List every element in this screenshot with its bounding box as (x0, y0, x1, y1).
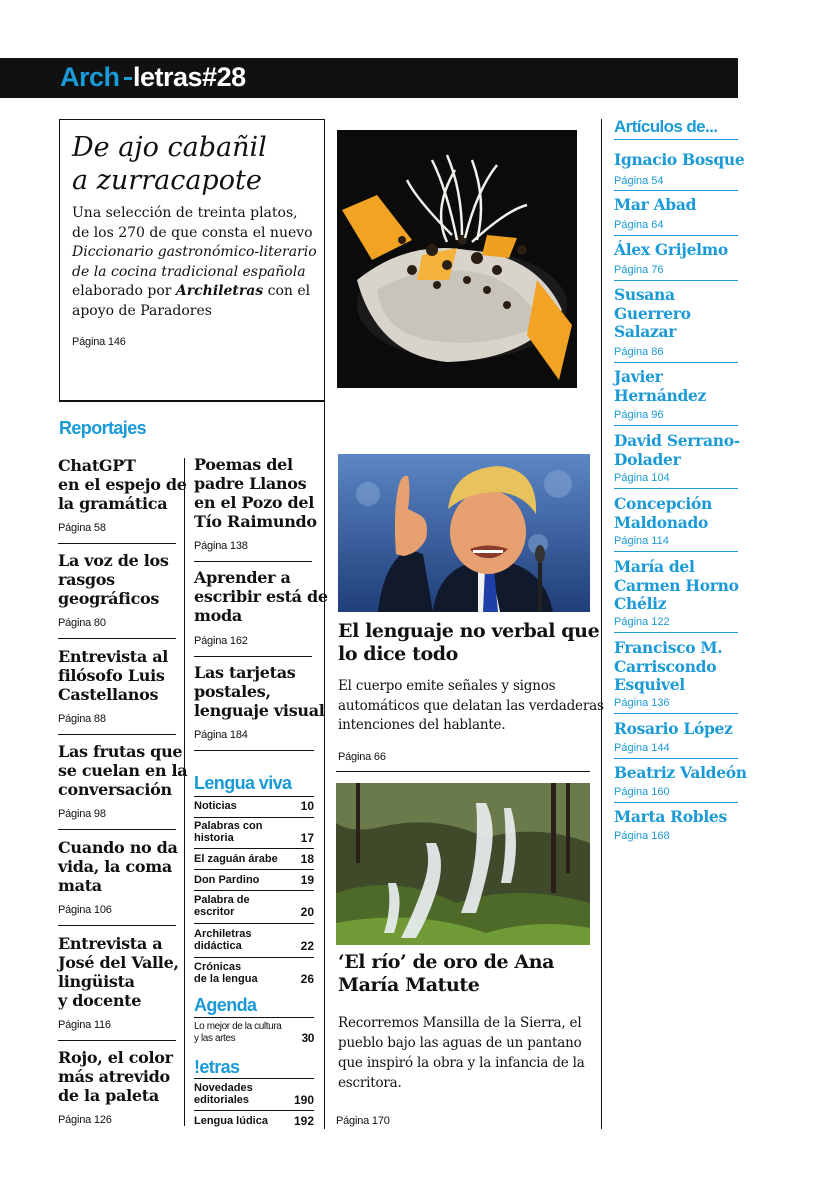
feature-description (72, 204, 317, 321)
name-line: Salazar (614, 322, 677, 341)
divider (194, 923, 314, 924)
divider (194, 656, 312, 657)
divider (614, 802, 738, 803)
lengua-viva-row[interactable] (194, 874, 314, 886)
author-page: Página 160 (614, 786, 670, 798)
divider (194, 1017, 314, 1018)
section-lengua-viva: Lengua viva (194, 773, 292, 793)
title-line: ChatGPT (58, 456, 136, 475)
article-title[interactable] (194, 568, 328, 625)
title-line: geográficos (58, 589, 160, 608)
title-line: lo dice todo (338, 643, 458, 665)
name-line: David Serrano- (614, 431, 740, 450)
feature-title[interactable] (72, 131, 312, 197)
divider (194, 561, 312, 562)
author-page: Página 122 (614, 616, 670, 628)
divider (336, 771, 590, 772)
divider (614, 139, 738, 140)
divider (614, 235, 738, 236)
author-name[interactable] (614, 495, 764, 532)
article-page: Página 80 (58, 617, 106, 629)
row-page: 30 (301, 1031, 314, 1045)
article-title[interactable] (58, 1048, 173, 1105)
author-name[interactable] (614, 432, 764, 469)
title-line: La voz de los (58, 551, 169, 570)
author-page: Página 96 (614, 409, 664, 421)
feature-desc-text: Una selección de treinta platos, de los 270 de que consta el nuevo (72, 205, 313, 241)
row-label: Palabra de (194, 894, 250, 906)
title-line: El lenguaje no verbal que (338, 620, 600, 642)
desc-line: Recorremos Mansilla de la Sierra, el (338, 1015, 582, 1031)
divider (614, 362, 738, 363)
article-title[interactable] (58, 838, 178, 895)
row-page: 22 (300, 939, 314, 953)
author-page: Página 54 (614, 175, 664, 187)
title-line: Rojo, el color (58, 1048, 173, 1067)
title-line: Cuando no da (58, 838, 178, 857)
title-line: mata (58, 876, 102, 895)
feature-desc-brand: Archiletras (175, 283, 264, 299)
divider (194, 869, 314, 870)
author-page: Página 104 (614, 472, 670, 484)
row-page: 26 (300, 972, 314, 986)
title-line: postales, (194, 682, 271, 701)
row-label: Don Pardino (194, 874, 260, 886)
article-page: Página 106 (58, 904, 112, 916)
lengua-viva-row[interactable] (194, 800, 314, 812)
author-name[interactable] (614, 558, 764, 614)
name-line: Dolader (614, 449, 681, 469)
name-line: Mar Abad (614, 195, 697, 214)
divider (58, 638, 176, 639)
row-label: Crónicas (194, 961, 242, 973)
author-page: Página 136 (614, 697, 670, 709)
divider (614, 488, 738, 489)
row-page: 19 (300, 873, 314, 887)
article-title[interactable] (58, 742, 187, 799)
article-page: Página 88 (58, 713, 106, 725)
section-reportajes: Reportajes (59, 418, 147, 438)
lengua-viva-row[interactable] (194, 895, 314, 918)
title-line: y docente (58, 991, 142, 1010)
row-page: 17 (300, 831, 314, 845)
masthead-brand: Arch (60, 62, 120, 92)
desc-line: El cuerpo emite señales y signos (338, 678, 556, 694)
feature-page: Página 146 (72, 336, 126, 348)
author-page: Página 86 (614, 346, 664, 358)
divider (194, 957, 314, 958)
story-page: Página 170 (336, 1115, 390, 1127)
title-line: Tío Raimundo (194, 512, 317, 531)
author-page: Página 64 (614, 219, 664, 231)
author-name[interactable] (614, 764, 764, 783)
divider (614, 551, 738, 552)
title-line: Entrevista al (58, 647, 169, 666)
article-page: Página 184 (194, 729, 248, 741)
lengua-viva-row[interactable] (194, 821, 314, 844)
letras-row[interactable] (194, 1083, 314, 1106)
row-label: Archiletras (194, 928, 252, 940)
title-line: Castellanos (58, 685, 159, 704)
article-title[interactable] (58, 456, 187, 513)
row-label: El zaguán árabe (194, 853, 278, 865)
article-page: Página 116 (58, 1019, 111, 1031)
title-line: se cuelan en la (58, 761, 188, 780)
name-line: Rosario López (614, 719, 733, 738)
divider (58, 543, 176, 544)
name-line: Ignacio Bosque (614, 150, 745, 169)
article-page: Página 126 (58, 1114, 112, 1126)
feature-bottom-rule (59, 400, 324, 401)
divider (194, 750, 314, 751)
name-line: María del (614, 557, 695, 576)
divider (614, 425, 738, 426)
feature-title-line: a zurracapote (72, 165, 262, 196)
divider (614, 190, 738, 191)
divider (58, 829, 176, 830)
desc-line: escritora. (338, 1075, 402, 1091)
title-line: moda (194, 606, 242, 625)
lengua-viva-row[interactable] (194, 853, 314, 865)
row-label: didáctica (194, 939, 242, 952)
author-page: Página 168 (614, 830, 670, 842)
divider (194, 817, 314, 818)
agenda-text: Lo mejor de la cultura (194, 1021, 282, 1032)
divider (194, 796, 314, 797)
name-line: Chéliz (614, 594, 667, 613)
author-name[interactable] (614, 368, 764, 405)
feature-desc-italic: Diccionario gastronómico-literario de la cocina tradicional española (72, 244, 317, 280)
masthead-dash (124, 77, 132, 80)
author-page: Página 144 (614, 742, 670, 754)
author-name[interactable] (614, 286, 764, 342)
section-articulos: Artículos de... (614, 117, 718, 136)
title-line: más atrevido (58, 1067, 170, 1086)
divider (58, 734, 176, 735)
row-label: de la lengua (194, 972, 258, 985)
title-line: lenguaje visual (194, 701, 325, 720)
name-line: Carriscondo (614, 656, 717, 676)
divider (614, 632, 738, 633)
author-name[interactable] (614, 151, 764, 170)
name-line: Hernández (614, 385, 707, 405)
divider (614, 713, 738, 714)
article-page: Página 162 (194, 635, 248, 647)
section-agenda: Agenda (194, 995, 257, 1015)
story-description (338, 677, 604, 736)
row-page: 190 (293, 1093, 314, 1107)
masthead (0, 58, 738, 98)
speaker-photo[interactable] (338, 454, 590, 612)
divider (194, 848, 314, 849)
name-line: Esquivel (614, 675, 685, 694)
title-line: vida, la coma (58, 857, 172, 876)
title-line: rasgos (58, 570, 115, 589)
title-line: escribir está de (194, 587, 328, 606)
row-page: 192 (293, 1114, 314, 1128)
title-line: Las frutas que (58, 742, 183, 761)
name-line: Maldonado (614, 512, 709, 532)
article-page: Página 58 (58, 522, 106, 534)
section-letras: !etras (194, 1057, 240, 1077)
name-line: Carmen Horno (614, 575, 739, 595)
title-line: Poemas del (194, 455, 293, 474)
divider (614, 280, 738, 281)
lengua-viva-row[interactable] (194, 962, 314, 985)
desc-line: pueblo bajo las aguas de un pantano (338, 1035, 582, 1051)
story-page: Página 66 (338, 751, 386, 763)
title-line: José del Valle, (58, 953, 179, 972)
author-name[interactable] (614, 639, 764, 695)
row-page: 10 (300, 799, 314, 813)
name-line: Francisco M. (614, 638, 723, 657)
title-line: lingüista (58, 972, 135, 991)
article-title[interactable] (194, 663, 325, 720)
title-line: de la paleta (58, 1086, 159, 1105)
name-line: Susana (614, 285, 675, 304)
article-title[interactable] (58, 934, 179, 1010)
name-line: Beatriz Valdeón (614, 763, 747, 782)
agenda-text: y las artes (194, 1032, 236, 1044)
name-line: Marta Robles (614, 807, 727, 826)
row-label: escritor (194, 905, 235, 918)
title-line: María Matute (338, 974, 480, 996)
title-line: Entrevista a (58, 934, 163, 953)
article-title[interactable] (58, 551, 169, 608)
row-label: Noticias (194, 800, 237, 812)
article-title[interactable] (194, 455, 317, 531)
author-page: Página 76 (614, 264, 664, 276)
title-line: en el Pozo del (194, 493, 315, 512)
divider (194, 1110, 314, 1111)
article-page: Página 98 (58, 808, 106, 820)
story-title[interactable] (338, 620, 599, 666)
row-label: Lengua lúdica (194, 1115, 268, 1127)
letras-row[interactable] (194, 1115, 314, 1127)
row-page: 20 (300, 905, 314, 919)
story-title[interactable] (338, 951, 554, 997)
row-label: historia (194, 831, 234, 844)
feature-desc-text: elaborado por (72, 283, 172, 299)
divider (194, 1078, 314, 1079)
title-line: padre Llanos (194, 474, 307, 493)
author-page: Página 114 (614, 535, 669, 547)
waterfall-photo[interactable] (336, 783, 590, 945)
title-line: filósofo Luis (58, 666, 165, 685)
row-label: Palabras con (194, 820, 263, 832)
masthead-issue: letras#28 (133, 62, 246, 92)
feature-title-line: De ajo cabañil (72, 132, 267, 163)
dish-photo[interactable] (337, 130, 577, 388)
divider (58, 1040, 176, 1041)
row-label: editoriales (194, 1093, 250, 1106)
title-line: Aprender a (194, 568, 291, 587)
divider (58, 925, 176, 926)
title-line: la gramática (58, 494, 168, 513)
name-line: Guerrero (614, 303, 691, 323)
article-page: Página 138 (194, 540, 248, 552)
desc-line: intenciones del hablante. (338, 717, 506, 733)
author-name[interactable] (614, 808, 764, 827)
title-line: en el espejo de (58, 475, 187, 494)
column-divider-right (601, 119, 602, 1129)
name-line: Javier (614, 367, 663, 386)
title-line: conversación (58, 780, 172, 799)
title-line: Las tarjetas (194, 663, 296, 682)
story-description (338, 1013, 585, 1093)
author-name[interactable] (614, 720, 764, 739)
divider (614, 758, 738, 759)
name-line: Concepción (614, 494, 713, 513)
desc-line: que inspiró la obra y la infancia de la (338, 1055, 585, 1071)
article-title[interactable] (58, 647, 168, 704)
row-label: Novedades (194, 1082, 253, 1094)
lengua-viva-row[interactable] (194, 929, 314, 952)
author-name[interactable] (614, 196, 764, 215)
agenda-row[interactable] (194, 1021, 314, 1044)
feature-desc-text: con el apoyo de Paradores (72, 283, 311, 319)
name-line: Álex Grijelmo (614, 240, 728, 259)
title-line: ‘El río’ de oro de Ana (338, 951, 555, 973)
author-name[interactable] (614, 241, 764, 260)
desc-line: automáticos que delatan las verdaderas (338, 697, 604, 714)
row-page: 18 (300, 852, 314, 866)
divider (194, 890, 314, 891)
